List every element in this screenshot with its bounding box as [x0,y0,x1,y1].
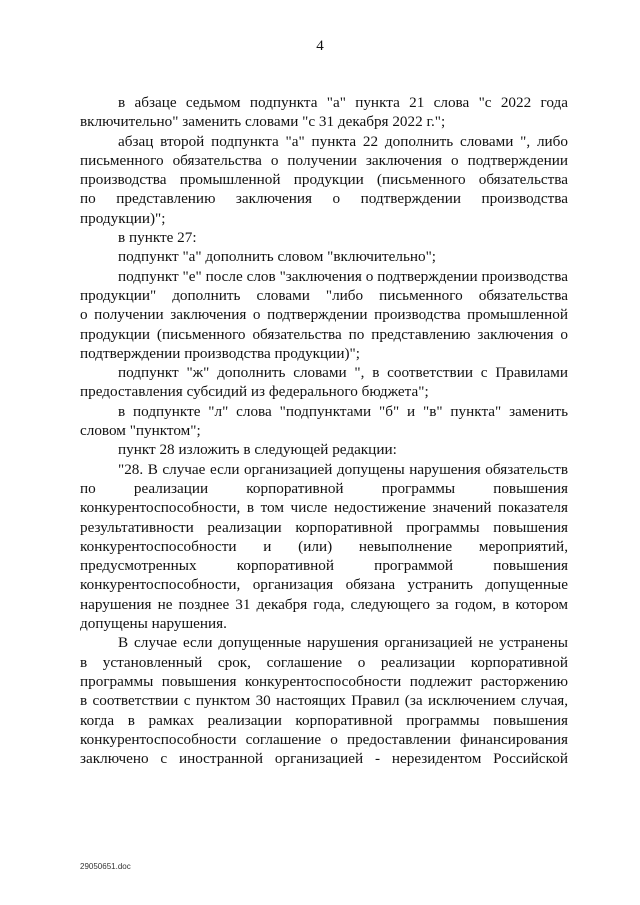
text-line: конкурентоспособности соглашение о предоставлении финансирования [80,730,568,748]
page-number: 4 [316,38,324,54]
text-line: в установленный срок, соглашение о реализации корпоративной [80,653,568,671]
text-line: письменного обязательства о получении заключения о подтверждении [80,151,568,169]
text-line: пункт 28 изложить в следующей редакции: [118,441,397,459]
text-line: подпункт "ж" дополнить словами ", в соответствии с Правилами [118,364,568,382]
text-line: по представлению заключения о подтверждении производства [80,190,568,208]
text-line: подпункт "е" после слов "заключения о подтверждении производства [118,267,568,285]
text-line: конкурентоспособности, организация обязана устранить допущенные [80,576,568,594]
text-line: допущены нарушения. [80,615,227,633]
text-line: когда в рамках реализации корпоративной программы повышения [80,711,568,729]
text-line: о получении заключения о подтверждении производства промышленной [80,306,568,324]
text-line: предоставления субсидий из федерального бюджета"; [80,383,429,401]
text-line: конкурентоспособности, в том числе недостижение значений показателя [80,499,568,517]
text-line: продукции)"; [80,209,166,227]
text-line: словом "пунктом"; [80,422,201,440]
text-line: конкурентоспособности и (или) невыполнение мероприятий, [80,537,568,555]
text-line: в пункте 27: [118,229,197,247]
text-line: в подпункте "л" слова "подпунктами "б" и "в" пункта" заменить [118,402,568,420]
text-line: программы повышения конкурентоспособности подлежит расторжению [80,672,568,690]
document-body [80,93,568,768]
text-line: в абзаце седьмом подпункта "а" пункта 21 слова "с 2022 года [118,94,568,111]
text-line: подтверждении производства продукции)"; [80,344,360,362]
document-file-code: 29050651.doc [80,862,131,871]
text-line: производства промышленной продукции (письменного обязательства [80,171,568,189]
text-line: подпункт "а" дополнить словом "включительно"; [118,248,437,266]
text-line: по реализации корпоративной программы повышения [80,479,568,497]
text-line: продукции (письменного обязательства по представлению заключения о [80,325,568,343]
text-line: предусмотренных корпоративной программой повышения [80,557,568,575]
text-line: заключено с иностранной организацией - нерезидентом Российской [80,750,568,768]
text-line: "28. В случае если организацией допущены нарушения обязательств [118,460,568,478]
text-line: продукции" дополнить словами "либо письменного обязательства [80,286,568,304]
text-line: результативности реализации корпоративной программы повышения [80,518,568,536]
text-line: В случае если допущенные нарушения организацией не устранены [118,634,568,652]
text-line: абзац второй подпункта "а" пункта 22 дополнить словами ", либо [118,132,568,150]
text-line: включительно" заменить словами "с 31 декабря 2022 г."; [80,113,446,131]
text-line: в соответствии с пунктом 30 настоящих Правил (за исключением случая, [80,692,568,710]
text-line: нарушения не позднее 31 декабря года, следующего за годом, в котором [80,595,568,613]
